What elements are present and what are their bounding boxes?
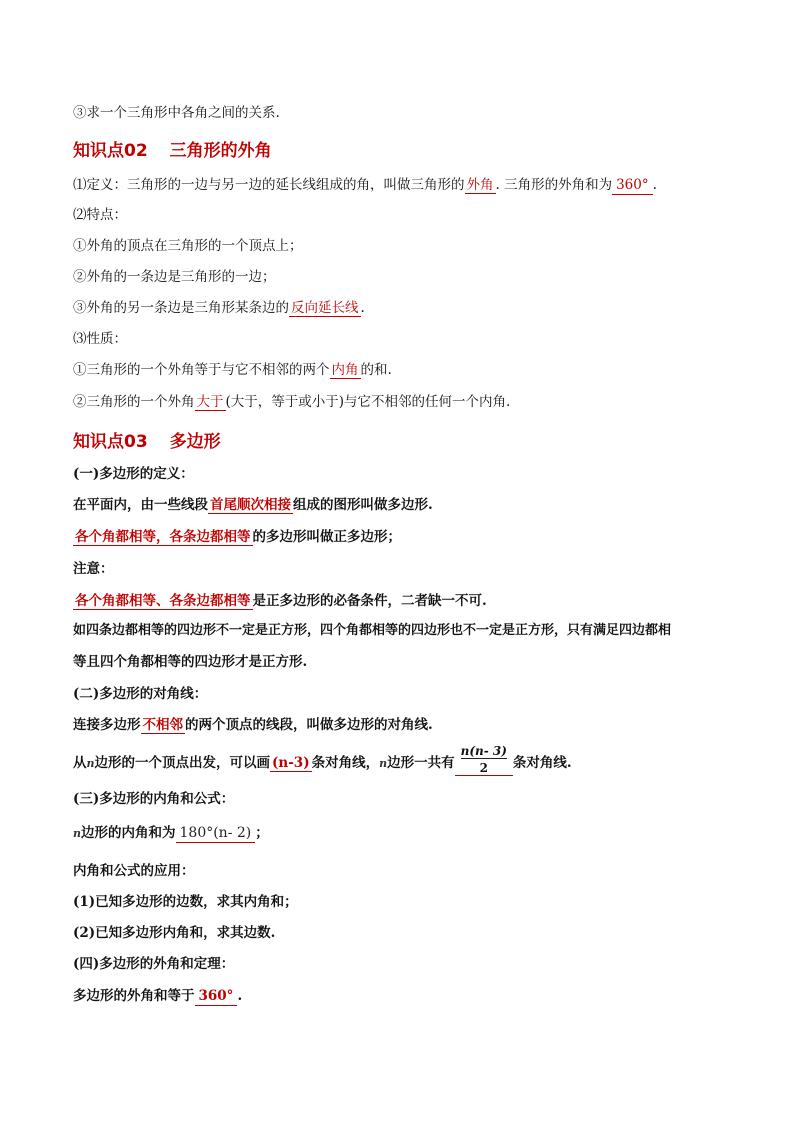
subheading: (二)多边形的对角线：: [73, 686, 208, 702]
subheading: (一)多边形的定义：: [73, 466, 194, 482]
text-line: 内角和公式的应用：: [73, 863, 195, 879]
text-line: 各个角都相等、各条边都相等 是正多边形的必备条件，二者缺一不可.: [75, 593, 487, 609]
subheading: (四)多边形的外角和定理：: [73, 956, 235, 972]
text-line: ③外角的另一条边是三角形某条边的 反向延长线 .: [73, 300, 365, 316]
answer-blank: 大于: [196, 394, 224, 410]
text-line: ①外角的顶点在三角形的一个顶点上；: [73, 238, 303, 254]
answer-blank: 首尾顺次相接: [210, 497, 291, 513]
text-line: (2)已知多边形内角和，求其边数.: [73, 925, 276, 941]
answer-blank: 360°: [612, 176, 653, 195]
answer-blank: 360°: [195, 987, 238, 1006]
text-line: 如四条边都相等的四边形不一定是正方形，四个角都相等的四边形也不一定是正方形，只有满足四边都相: [73, 623, 672, 638]
section-number: 知识点02: [73, 141, 148, 161]
text-line: 各个角都相等，各条边都相等 的多边形叫做正多边形；: [75, 529, 401, 545]
answer-blank: 各个角都相等、各条边都相等: [75, 593, 251, 609]
section-heading: [73, 136, 272, 161]
section-title: 三角形的外角: [169, 141, 272, 161]
section-number: 知识点03: [73, 432, 148, 452]
text-line: n边形的内角和为 180°(n- 2) ；: [73, 825, 269, 841]
text-line: ⑵特点：: [73, 207, 127, 223]
text-line: ⑶性质：: [73, 331, 127, 347]
answer-blank: (n-3): [272, 755, 310, 771]
text-line: 等且四个角都相等的四边形才是正方形.: [73, 654, 308, 670]
text-line: ③求一个三角形中各角之间的关系.: [73, 105, 280, 121]
text-line: 注意：: [73, 561, 114, 577]
definition-line: ⑴定义：三角形的一边与另一边的延长线组成的角，叫做三角形的 外角 . 三角形的外角和为 360° .: [73, 177, 657, 193]
section-heading: [73, 427, 221, 452]
answer-blank: 内角: [331, 362, 359, 378]
subheading: (三)多边形的内角和公式：: [73, 791, 235, 807]
text-line: ②三角形的一个外角 大于 (大于，等于或小于)与它不相邻的任何一个内角.: [73, 394, 511, 410]
answer-blank: 外角: [466, 177, 494, 193]
answer-blank: 不相邻: [142, 717, 183, 733]
text-line: ②外角的一条边是三角形的一边；: [73, 269, 276, 285]
text-line: 多边形的外角和等于 360° .: [73, 988, 243, 1004]
fraction-answer: $\frac{n(n- 3)}{2}$: [455, 744, 513, 776]
text-line: (1)已知多边形的边数，求其内角和；: [73, 894, 298, 910]
diagonal-line: 从n边形的一个顶点出发，可以画 (n-3) 条对角线，n边形一共有 $\frac{n(n- 3)}{2}$ 条对角线.: [73, 743, 572, 775]
answer-blank: 反向延长线: [291, 300, 359, 316]
text-line: 连接多边形 不相邻 的两个顶点的线段，叫做多边形的对角线.: [73, 717, 433, 733]
answer-blank: 各个角都相等，各条边都相等: [75, 529, 251, 545]
text-line: 在平面内，由一些线段 首尾顺次相接 组成的图形叫做多边形.: [73, 497, 433, 513]
section-title: 多边形: [169, 432, 221, 452]
answer-blank: 180°(n- 2): [176, 824, 256, 843]
text-line: ①三角形的一个外角等于与它不相邻的两个 内角 的和.: [73, 362, 392, 378]
